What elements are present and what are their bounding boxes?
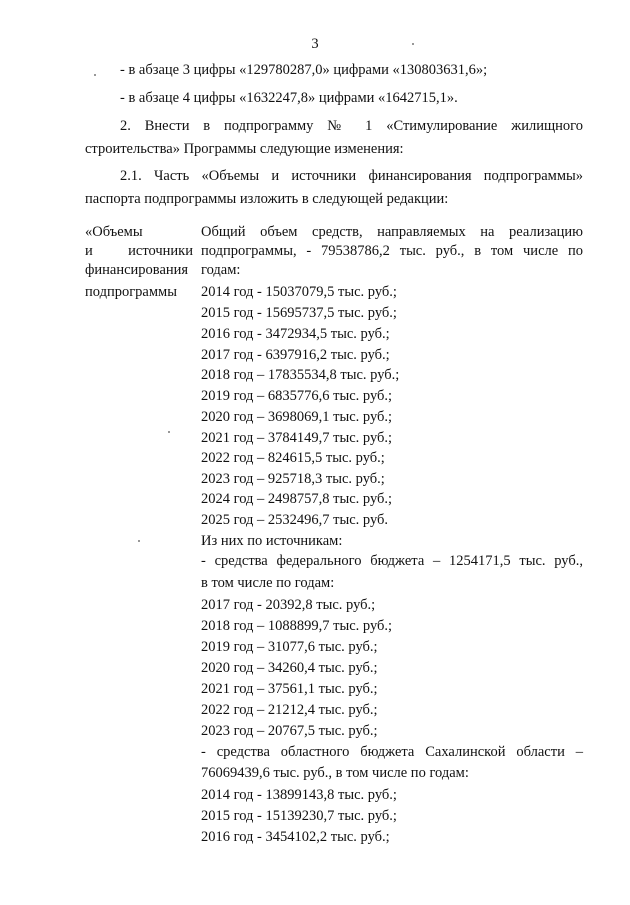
amend-line-2: - в абзаце 4 цифры «1632247,8» цифрами «1642715,1». [120, 90, 458, 106]
total-year-row: 2018 год – 17835534,8 тыс. руб.; [201, 367, 400, 383]
label-word-sources: источники [128, 243, 193, 259]
sources-heading: Из них по источникам: [201, 533, 343, 549]
label-line-4: подпрограммы [85, 284, 177, 300]
scan-speck [412, 43, 414, 45]
total-year-row: 2019 год – 6835776,6 тыс. руб.; [201, 388, 393, 404]
federal-year-row: 2021 год – 37561,1 тыс. руб.; [201, 681, 378, 697]
page-number: 3 [311, 36, 319, 52]
regional-year-row: 2014 год - 13899143,8 тыс. руб.; [201, 787, 397, 803]
label-line-1: «Объемы [85, 224, 143, 240]
intro-line-1: Общий объем средств, направляемых на реализацию [201, 224, 583, 240]
scan-speck [168, 431, 170, 433]
intro-line-2: подпрограммы, - 79538786,2 тыс. руб., в том числе по [201, 243, 583, 259]
total-year-row: 2017 год - 6397916,2 тыс. руб.; [201, 347, 390, 363]
total-year-row: 2016 год - 3472934,5 тыс. руб.; [201, 326, 390, 342]
total-year-row: 2014 год - 15037079,5 тыс. руб.; [201, 284, 397, 300]
total-year-row: 2021 год – 3784149,7 тыс. руб.; [201, 430, 393, 446]
regional-line-2: 76069439,6 тыс. руб., в том числе по годам: [201, 765, 469, 781]
regional-line-1: - средства областного бюджета Сахалинской области – [201, 744, 583, 760]
point21-line1: 2.1. Часть «Объемы и источники финансирования подпрограммы» [120, 168, 583, 184]
regional-year-row: 2015 год - 15139230,7 тыс. руб.; [201, 808, 397, 824]
amend-line-1: - в абзаце 3 цифры «129780287,0» цифрами «130803631,6»; [120, 62, 488, 78]
federal-year-row: 2017 год - 20392,8 тыс. руб.; [201, 597, 376, 613]
federal-line-2: в том числе по годам: [201, 575, 335, 591]
total-year-row: 2015 год - 15695737,5 тыс. руб.; [201, 305, 397, 321]
point2-line2: строительства» Программы следующие изменения: [85, 141, 404, 157]
federal-year-row: 2023 год – 20767,5 тыс. руб.; [201, 723, 378, 739]
label-line-2 [85, 243, 193, 260]
point21-line2: паспорта подпрограммы изложить в следующей редакции: [85, 191, 449, 207]
federal-year-row: 2022 год – 21212,4 тыс. руб.; [201, 702, 378, 718]
regional-year-row: 2016 год - 3454102,2 тыс. руб.; [201, 829, 390, 845]
federal-year-row: 2018 год – 1088899,7 тыс. руб.; [201, 618, 393, 634]
federal-line-1: - средства федерального бюджета – 1254171,5 тыс. руб., [201, 553, 583, 569]
total-year-row: 2020 год – 3698069,1 тыс. руб.; [201, 409, 393, 425]
total-year-row: 2022 год – 824615,5 тыс. руб.; [201, 450, 385, 466]
federal-year-row: 2020 год – 34260,4 тыс. руб.; [201, 660, 378, 676]
intro-line-3: годам: [201, 262, 241, 278]
scan-speck [138, 540, 140, 542]
federal-year-row: 2019 год – 31077,6 тыс. руб.; [201, 639, 378, 655]
total-year-row: 2024 год – 2498757,8 тыс. руб.; [201, 491, 393, 507]
label-word-and: и [85, 243, 93, 259]
label-line-3: финансирования [85, 262, 189, 278]
total-year-row: 2025 год – 2532496,7 тыс. руб. [201, 512, 389, 528]
point2-line1: 2. Внести в подпрограмму № 1 «Стимулирование жилищного [120, 118, 583, 134]
total-year-row: 2023 год – 925718,3 тыс. руб.; [201, 471, 385, 487]
scan-speck [94, 74, 96, 76]
